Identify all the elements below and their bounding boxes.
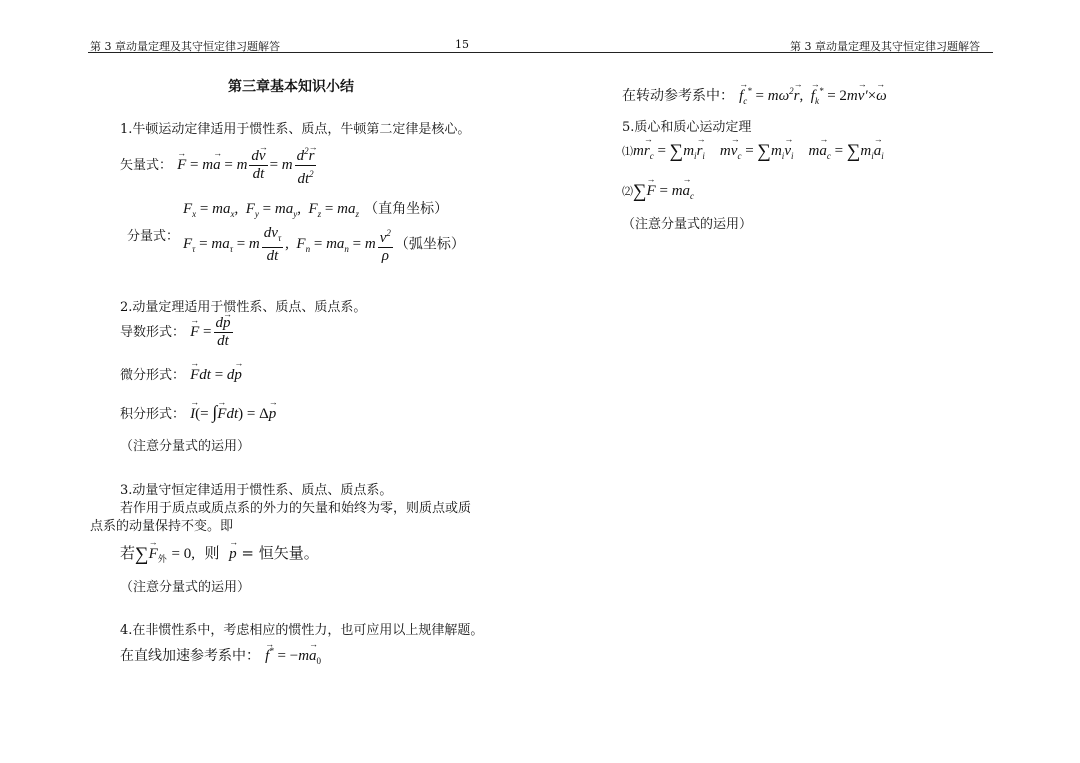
running-header-right: 第 3 章动量定理及其守恒定律习题解答 <box>790 40 980 53</box>
momentum-conservation-equation: 若∑→ $F_外 = 0$, 则 → p = 恒矢量。 <box>120 542 319 566</box>
item-5-text: 5.质心和质心运动定理 <box>622 120 752 135</box>
note-component-usage-2: （注意分量式的运用） <box>120 580 251 595</box>
arc-components-equation: $F_\tau = ma_\tau = m$ $\frac{dv_\tau}{dt}$ , $F_n = ma_n = m$ $\frac{v^2}{\rho}$ （弧坐标） <box>183 225 465 264</box>
item-3-body-line1: 若作用于质点或质点系的外力的矢量和始终为零，则质点或质 <box>120 501 472 516</box>
cartesian-note: （直角坐标） <box>364 201 449 217</box>
item-3-text: 3.动量守恒定律适用于惯性系、质点、质点系。 <box>120 483 393 498</box>
note-component-usage-3: （注意分量式的运用） <box>622 217 753 232</box>
section-title: 第三章基本知识小结 <box>228 79 354 95</box>
equation-2-label: ⑵ <box>622 185 633 198</box>
component-form-label: 分量式： <box>127 229 180 244</box>
center-of-mass-equations: ⑴m→ $r_c = \sum m_i\to r_i$ $m\to v_c = \sum m_i\to v_i$ $m\to a_c = \sum m_i\to a_i$ <box>622 140 884 163</box>
arc-note: （弧坐标） <box>394 236 465 253</box>
note-component-usage-1: （注意分量式的运用） <box>120 439 251 454</box>
differential-form-label: 微分形式： <box>120 368 186 383</box>
integral-form-label: 积分形式： <box>120 407 186 422</box>
rotating-frame-equation: 在转动参考系中： → $f_c^* = m\omega^2\to r$, → $f_k^* = 2m\to v'\times\to \omega$ <box>622 85 887 106</box>
page-number: 15 <box>455 38 469 51</box>
condition-constant: = 恒矢量。 <box>241 544 319 562</box>
integral-form-equation: 积分形式： → I(= ∫→ Fdt) = Δ→ p <box>120 402 276 423</box>
condition-then: 则 <box>204 544 220 562</box>
cartesian-components-equation: $F_x = ma_x$, $F_y = ma_y$, $F_z = ma_z$ （直角坐标） <box>183 201 449 219</box>
derivative-form-equation: 导数形式： → F = $\frac{d\to p}{dt}$ <box>120 315 235 350</box>
item-4-text: 4.在非惯性系中，考虑相应的惯性力，也可应用以上规律解题。 <box>120 623 484 638</box>
item-2-text: 2.动量定理适用于惯性系、质点、质点系。 <box>120 300 367 315</box>
running-header-left: 第 3 章动量定理及其守恒定律习题解答 <box>90 40 280 53</box>
item-3-body-line2: 点系的动量保持不变。即 <box>90 519 234 534</box>
item-1-text: 1.牛顿运动定律适用于惯性系、质点，牛顿第二定律是核心。 <box>120 122 471 137</box>
header-rule <box>88 52 993 53</box>
vector-form-equation: 矢量式： → F = m→ a = m $\frac{d\to v}{dt}$ = m $\frac{d^2\to r}{dt^2}$ <box>120 143 318 188</box>
vector-form-label: 矢量式： <box>120 157 173 173</box>
linear-frame-label: 在直线加速参考系中： <box>120 648 260 664</box>
condition-if: 若 <box>120 544 136 562</box>
differential-form-equation: 微分形式： → Fdt = d→ p <box>120 364 242 384</box>
condition-zero: = 0, <box>171 546 195 562</box>
rotating-frame-label: 在转动参考系中： <box>622 88 734 104</box>
linear-frame-equation: 在直线加速参考系中： → $f^* = -m\to a_0$ <box>120 645 321 666</box>
derivative-form-label: 导数形式： <box>120 324 186 340</box>
center-of-mass-theorem: ⑵∑→ $F = m\to a_c$ <box>622 180 694 203</box>
equation-1-label: ⑴ <box>622 145 633 158</box>
